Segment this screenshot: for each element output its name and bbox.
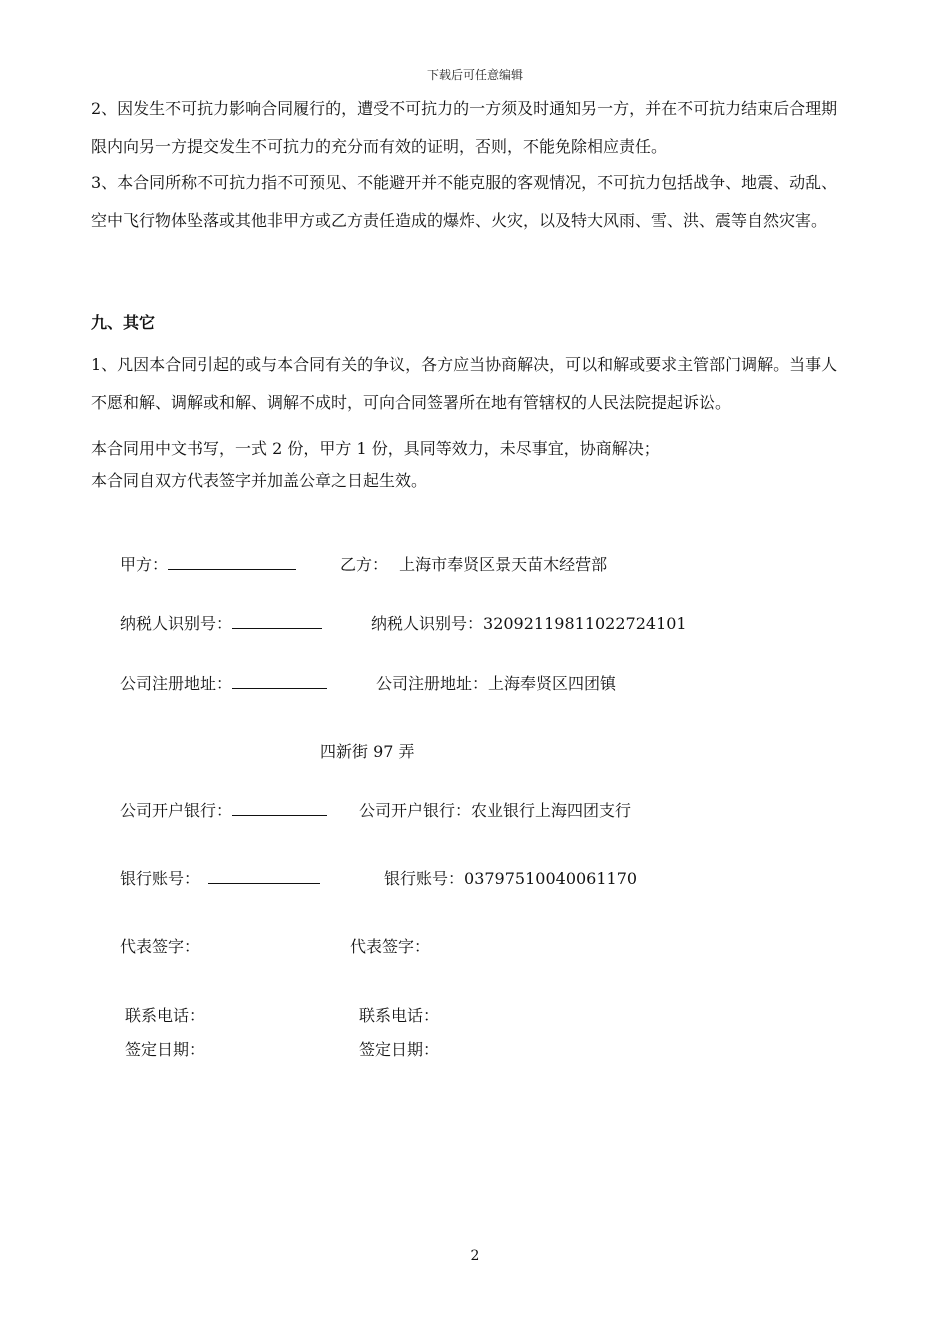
party-b-label: 乙方： (340, 555, 389, 574)
party-a-row (120, 552, 296, 575)
party-b-phone: 联系电话： (359, 1006, 440, 1025)
party-b-bank-row (359, 798, 631, 821)
party-b-bank: 农业银行上海四团支行 (471, 801, 632, 820)
party-b-address-line2: 四新街 97 弄 (320, 742, 415, 761)
language-copies-note: 本合同用中文书写，一式 2 份，甲方 1 份，具同等效力，未尽事宜，协商解决； (91, 439, 660, 458)
section-9-clause-1: 1、凡因本合同引起的或与本合同有关的争议，各方应当协商解决，可以和解或要求主管部门调解。当事人不愿和解、调解或和解、调解不成时，可向合同签署所在地有管辖权的人民法院提起诉讼。 (91, 355, 838, 412)
party-a-address-row (120, 671, 327, 694)
party-b-address-line1: 上海奉贤区四团镇 (488, 674, 617, 693)
party-b-tax-id: 32092119811022724101 (483, 614, 687, 633)
party-a-bank-label: 公司开户银行： (120, 801, 233, 820)
party-a-tax-label: 纳税人识别号： (120, 614, 233, 633)
party-a-bank-blank (232, 801, 327, 816)
effective-note: 本合同自双方代表签字并加盖公章之日起生效。 (91, 471, 428, 490)
party-b-account-label: 银行账号： (384, 869, 465, 888)
page-number: 2 (470, 1248, 480, 1264)
clause-3: 3、本合同所称不可抗力指不可预见、不能避开并不能克服的客观情况，不可抗力包括战争、地震、动乱、空中飞行物体坠落或其他非甲方或乙方责任造成的爆炸、火灾，以及特大风雨、雪、洪、震等自然灾害。 (91, 173, 838, 230)
party-b-rep: 代表签字： (350, 937, 431, 956)
party-b-account: 03797510040061170 (464, 869, 638, 888)
section-9-title: 九、其它 (91, 313, 156, 332)
party-a-label: 甲方： (120, 555, 169, 574)
party-a-address-blank (232, 674, 327, 689)
party-a-rep: 代表签字： (120, 937, 201, 956)
party-a-account-blank (208, 869, 320, 884)
party-b-row (340, 552, 607, 575)
party-a-tax-blank (232, 614, 322, 629)
clause-2: 2、因发生不可抗力影响合同履行的，遭受不可抗力的一方须及时通知另一方，并在不可抗力结束后合理期限内向另一方提交发生不可抗力的充分而有效的证明，否则，不能免除相应责任。 (91, 99, 838, 156)
party-b-account-row (384, 866, 637, 889)
party-a-account-label: 银行账号： (120, 869, 201, 888)
party-b-tax-row (371, 611, 687, 634)
party-b-name: 上海市奉贤区景天苗木经营部 (399, 555, 608, 574)
party-a-address-label: 公司注册地址： (120, 674, 233, 693)
page-header: 下载后可任意编辑 (426, 68, 523, 82)
party-b-address-row (376, 671, 616, 694)
party-a-blank (168, 555, 296, 570)
party-b-bank-label: 公司开户银行： (359, 801, 472, 820)
party-b-address-label: 公司注册地址： (376, 674, 489, 693)
party-a-tax-row (120, 611, 322, 634)
party-a-bank-row (120, 798, 327, 821)
party-a-account-row (120, 866, 320, 889)
party-b-date: 签定日期： (359, 1040, 440, 1059)
party-b-tax-label: 纳税人识别号： (371, 614, 484, 633)
party-a-phone: 联系电话： (125, 1006, 206, 1025)
party-a-date: 签定日期： (125, 1040, 206, 1059)
